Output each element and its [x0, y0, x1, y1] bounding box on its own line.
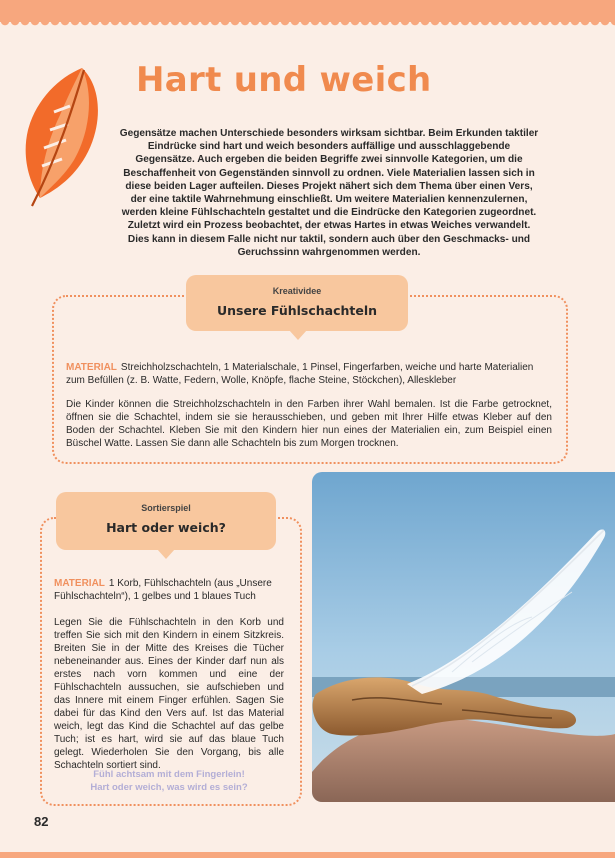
intro-paragraph: Gegensätze machen Unterschiede besonders wirksam sichtbar. Beim Erkunden taktiler Eindrücke sind hart und weich besonders auffällige und ausschlaggebende Gegensätze. Auch ergeben die beiden Begriffe zwei sinnvolle Kategorien, um die Beschaffenheit von Gegenständen sinnvoll zu ordnen. Viele Materialien lassen sich in diese beiden Lager aufteilen. Dieses Projekt nähert sich dem Thema über einen Vers, der eine taktile Wahrnehmung einschließt. Um weitere Materialien kennenzulernen, werden kleine Fühlschachteln gestaltet und die Eindrücke den Kategorien zugeordnet. Zuletzt wird ein Prozess beobachtet, der etwas Hartes in etwas Weiches verwandelt. Dies kann in diesem Falle nicht nur taktil, sondern auch über den Geschmacks- und Geruchssinn wahrgenommen werden. [119, 128, 539, 258]
top-decor-strip [0, 0, 615, 22]
activity-instructions: Die Kinder können die Streichholzschachteln in den Farben ihrer Wahl bemalen. Ist die Farbe getrocknet, öffnen sie die Schachtel, indem sie sie herausschieben, und geben mit Ihrer Hilfe etwas Kleber auf den Boden der Schachtel. Kleben Sie mit den Kindern hier nun eines der Materialien ein, zum Beispiel einen Büschel Watte. Lassen Sie dann alle Schachteln bis zum Morgen trocknen. [66, 399, 552, 449]
activity-kicker: Kreatividee [272, 286, 322, 296]
feather-on-driftwood-photo [312, 472, 615, 802]
material-list [66, 361, 552, 387]
verse-line: Fühl achtsam mit dem Fingerlein! [93, 769, 245, 780]
activity-kicker: Sortierspiel [141, 503, 191, 513]
material-text: Streichholzschachteln, 1 Materialschale, 1 Pinsel, Fingerfarben, weiche und harte Materialien zum Befüllen (z. B. Watte, Federn, Wolle, Knöpfe, flache Steine, Stöckchen), Alleskleber [66, 362, 534, 386]
activity-header-hart-oder-weich [56, 492, 276, 550]
activity-instructions: Legen Sie die Fühlschachteln in den Korb und treffen Sie sich mit den Kindern in einem Sitzkreis. Breiten Sie in der Mitte des Kreises die Tücher nebeneinander aus. Eines der Kinder darf nun als erstes nach vorn kommen und eine der Fühlschachteln aussuchen, sie aufschieben und das Innere mit einem Finger erfühlen. Sagen Sie dabei für das Kind den Vers auf. Ist das Material weich, legt das Kind die Schachtel auf das gelbe Tuch; ist es hart, wird sie auf das blaue Tuch gelegt. Wiederholen Sie den Vorgang, bis alle Schachteln sortiert sind. [54, 617, 284, 771]
material-label: MATERIAL [66, 362, 117, 373]
activity-title: Unsere Fühlschachteln [216, 303, 378, 318]
material-label: MATERIAL [54, 578, 105, 589]
verse-line: Hart oder weich, was wird es sein? [90, 782, 248, 793]
material-list [54, 577, 284, 603]
activity-header-fuehlschachteln [186, 275, 408, 331]
page-number: 82 [34, 814, 49, 829]
page-title: Hart und weich [136, 60, 432, 100]
material-text: 1 Korb, Fühlschachteln (aus „Unsere Fühlschachteln“), 1 gelbes und 1 blaues Tuch [54, 578, 272, 602]
verse [54, 768, 284, 794]
feather-icon [10, 60, 120, 210]
activity-title: Hart oder weich? [106, 520, 226, 535]
bottom-decor-strip [0, 852, 615, 858]
